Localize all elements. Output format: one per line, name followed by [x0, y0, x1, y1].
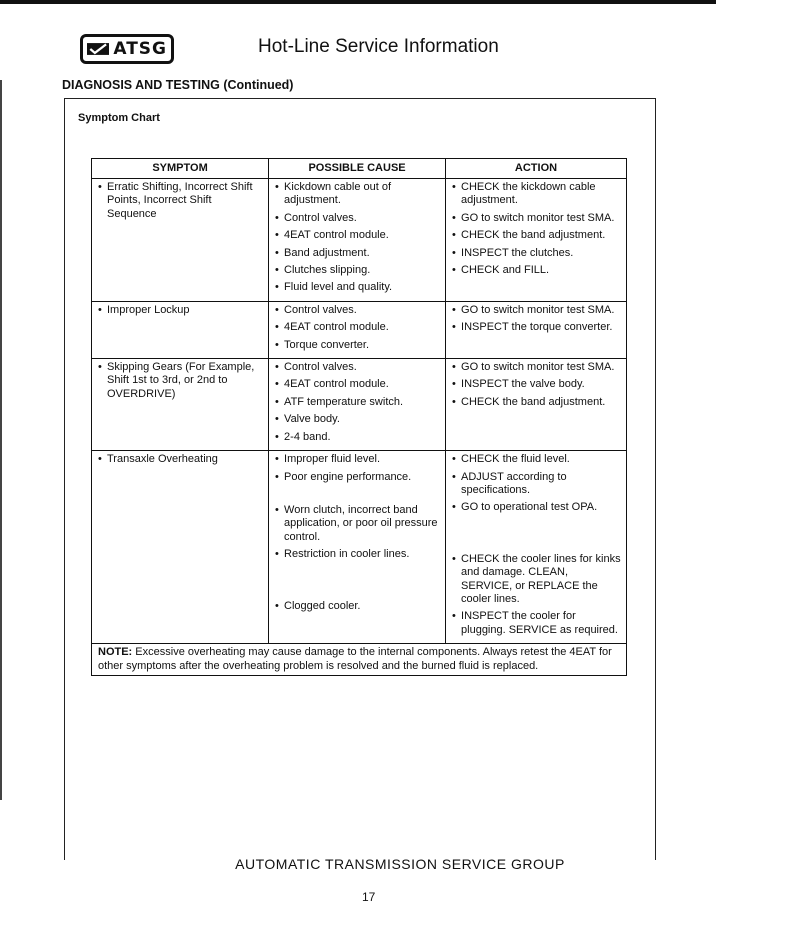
symptom-cell	[92, 301, 269, 358]
action-cell	[446, 451, 627, 644]
cause-item: • Band adjustment.	[275, 247, 441, 260]
cause-item: • Clogged cooler.	[275, 600, 441, 613]
symptom-text: • Transaxle Overheating	[98, 453, 264, 466]
action-item: • CHECK the fluid level.	[452, 453, 622, 466]
symptom-table	[91, 158, 627, 676]
spacer	[452, 519, 622, 549]
cause-item: • Valve body.	[275, 413, 441, 426]
cause-cell	[269, 179, 446, 302]
header-symptom: SYMPTOM	[92, 159, 269, 179]
note-row	[92, 644, 627, 676]
cause-item: • 4EAT control module.	[275, 378, 441, 391]
header-possible-cause: POSSIBLE CAUSE	[269, 159, 446, 179]
symptom-cell	[92, 179, 269, 302]
symptom-text: • Improper Lockup	[98, 304, 264, 317]
cause-item: • Control valves.	[275, 361, 441, 374]
cause-item: • Control valves.	[275, 304, 441, 317]
cause-item: • Improper fluid level.	[275, 453, 441, 466]
cause-item: • ATF temperature switch.	[275, 396, 441, 409]
action-item: • INSPECT the cooler for plugging. SERVICE as required.	[452, 610, 622, 637]
action-item: • CHECK the kickdown cable adjustment.	[452, 181, 622, 208]
cause-item: • Control valves.	[275, 212, 441, 225]
header-action: ACTION	[446, 159, 627, 179]
header-title: Hot-Line Service Information	[258, 36, 499, 57]
section-title: DIAGNOSIS AND TESTING (Continued)	[62, 78, 294, 92]
cause-item: • Poor engine performance.	[275, 471, 441, 484]
table-row	[92, 451, 627, 644]
action-item: • GO to switch monitor test SMA.	[452, 212, 622, 225]
note-label: NOTE:	[98, 646, 133, 659]
action-item: • CHECK the cooler lines for kinks and damage. CLEAN, SERVICE, or REPLACE the cooler lines.	[452, 553, 622, 607]
action-item: • GO to switch monitor test SMA.	[452, 304, 622, 317]
cause-cell	[269, 451, 446, 644]
cause-item: • Torque converter.	[275, 339, 441, 352]
spacer	[275, 566, 441, 596]
action-item: • CHECK and FILL.	[452, 264, 622, 277]
table-header-row	[92, 159, 627, 179]
note-text: Excessive overheating may cause damage to the internal components. Always retest the 4EAT for other symptoms after the overheating problem is resolved and the burned fluid is replaced.	[98, 646, 612, 672]
cause-cell	[269, 301, 446, 358]
action-cell	[446, 179, 627, 302]
cause-item: • Worn clutch, incorrect band application, or poor oil pressure control.	[275, 504, 441, 544]
checkmark-logo-icon	[87, 39, 109, 59]
logo-text: ATSG	[113, 39, 167, 59]
footer-label: AUTOMATIC TRANSMISSION SERVICE GROUP	[235, 856, 565, 872]
note-cell	[92, 644, 627, 676]
symptom-text: • Skipping Gears (For Example, Shift 1st to 3rd, or 2nd to OVERDRIVE)	[98, 361, 264, 401]
table-row	[92, 359, 627, 451]
symptom-text: • Erratic Shifting, Incorrect Shift Points, Incorrect Shift Sequence	[98, 181, 264, 221]
cause-item: • Restriction in cooler lines.	[275, 548, 441, 561]
page-number: 17	[362, 890, 376, 904]
cause-item: • 4EAT control module.	[275, 321, 441, 334]
spacer	[275, 488, 441, 500]
left-edge-rule	[0, 80, 2, 800]
action-item: • CHECK the band adjustment.	[452, 396, 622, 409]
action-item: • CHECK the band adjustment.	[452, 229, 622, 242]
symptom-cell	[92, 451, 269, 644]
action-item: • INSPECT the torque converter.	[452, 321, 622, 334]
action-item: • INSPECT the clutches.	[452, 247, 622, 260]
cause-item: • Kickdown cable out of adjustment.	[275, 181, 441, 208]
symptom-cell	[92, 359, 269, 451]
cause-item: • Fluid level and quality.	[275, 281, 441, 294]
top-rule	[0, 0, 716, 4]
action-item: • ADJUST according to specifications.	[452, 471, 622, 498]
action-cell	[446, 301, 627, 358]
cause-item: • 2-4 band.	[275, 431, 441, 444]
cause-item: • 4EAT control module.	[275, 229, 441, 242]
chart-label: Symptom Chart	[78, 112, 160, 124]
action-item: • GO to switch monitor test SMA.	[452, 361, 622, 374]
table-row	[92, 179, 627, 302]
cause-cell	[269, 359, 446, 451]
action-cell	[446, 359, 627, 451]
atsg-logo	[80, 34, 174, 64]
footer-text	[0, 856, 800, 872]
action-item: • INSPECT the valve body.	[452, 378, 622, 391]
table-row	[92, 301, 627, 358]
action-item: • GO to operational test OPA.	[452, 501, 622, 514]
cause-item: • Clutches slipping.	[275, 264, 441, 277]
